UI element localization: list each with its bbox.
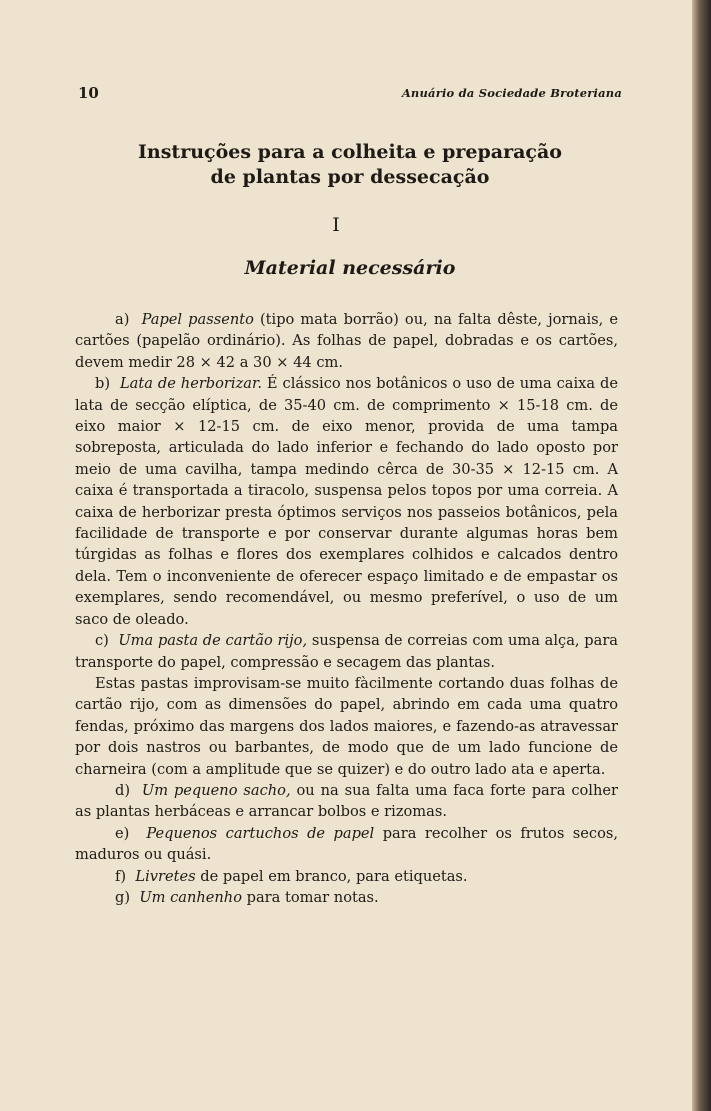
section-number: I [332,214,340,236]
item-letter: f) [115,867,127,885]
item-letter: b) [95,375,111,393]
item-letter: a) [115,311,130,328]
item-text: para recolher os frutos secos, maduros ou quási. [75,824,619,864]
item-term: Uma pasta de cartão rijo, [118,632,308,650]
section-title: Material necessário [244,257,456,279]
item-term: Um pequeno sacho, [141,781,291,799]
item-text: ou na sua falta uma faca forte para colher as plantas herbáceas e arrancar bolbos e rizomas. [75,781,618,821]
item-e [75,823,618,866]
page-header [78,84,622,104]
item-term: Livretes [135,867,196,885]
book-spine-shadow [692,0,711,1111]
title-line-1: Instruções para a colheita e preparação [138,141,562,163]
item-text: (tipo mata borrão) ou, na falta dêste, jornais, e cartões (papelão ordinário). As folhas de papel, dobradas e os cartões, devem medir 28 × 42 a 30 × 44 cm. [75,311,619,371]
item-term: Lata de herborizar. [119,375,262,393]
item-d [75,780,618,823]
item-text: suspensa de correias com uma alça, para transporte do papel, compressão e secagem das plantas. [75,632,619,671]
item-c [75,630,618,673]
item-text: de papel em branco, para etiquetas. [195,867,468,885]
running-head: Anuário da Sociedade Broteriana [401,86,622,100]
item-term: Um canhenho [139,888,242,906]
item-a [75,309,618,373]
item-text: É clássico nos botânicos o uso de uma caixa de lata de secção elíptica, de 35-40 cm. de comprimento × 15-18 cm. de eixo maior × 12-15 cm. de eixo menor, provida de uma tampa sobreposta, articulada do lado inferior e fechando do lado oposto por meio de uma cavilha, tampa medindo cêrca de 30-35 × 12-15 cm. A caixa é transportada a tiracolo, suspensa pelos topos por uma correia. A caixa de herborizar presta óptimos serviços nos passeios botânicos, pela facilidade de transporte e por conservar durante algumas horas bem túrgidas as folhas e flores dos exemplares colhidos e calcados dentro dela. Tem o inconveniente de oferecer espaço limitado e de empastar os exemplares, sendo recomendável, ou mesmo preferível, o uso de um saco de oleado. [75,375,618,628]
item-letter: e) [115,824,130,842]
page-number: 10 [78,84,99,102]
item-letter: d) [115,781,131,799]
item-letter: c) [95,632,109,650]
paragraph-pastas: Estas pastas improvisam-se muito fàcilmente cortando duas folhas de cartão rijo, com as dimensões do papel, abrindo em cada uma quatro fendas, próximo das margens dos lados maiores, e fazendo-as atravessar por dois nastros ou barbantes, de modo que de um lado funcione de charneira (com a amplitude que se quizer) e do outro lado ata e aperta. [75,674,618,778]
item-term: Papel passento [141,311,254,328]
body-text [75,309,618,908]
item-text: para tomar notas. [242,888,379,906]
title-line-2: de plantas por dessecação [210,166,490,188]
item-letter: g) [115,888,131,906]
item-term: Pequenos cartuchos de papel [146,824,375,842]
item-b [75,373,618,630]
item-f [75,866,618,887]
article-title [78,140,622,190]
item-g [75,887,618,908]
